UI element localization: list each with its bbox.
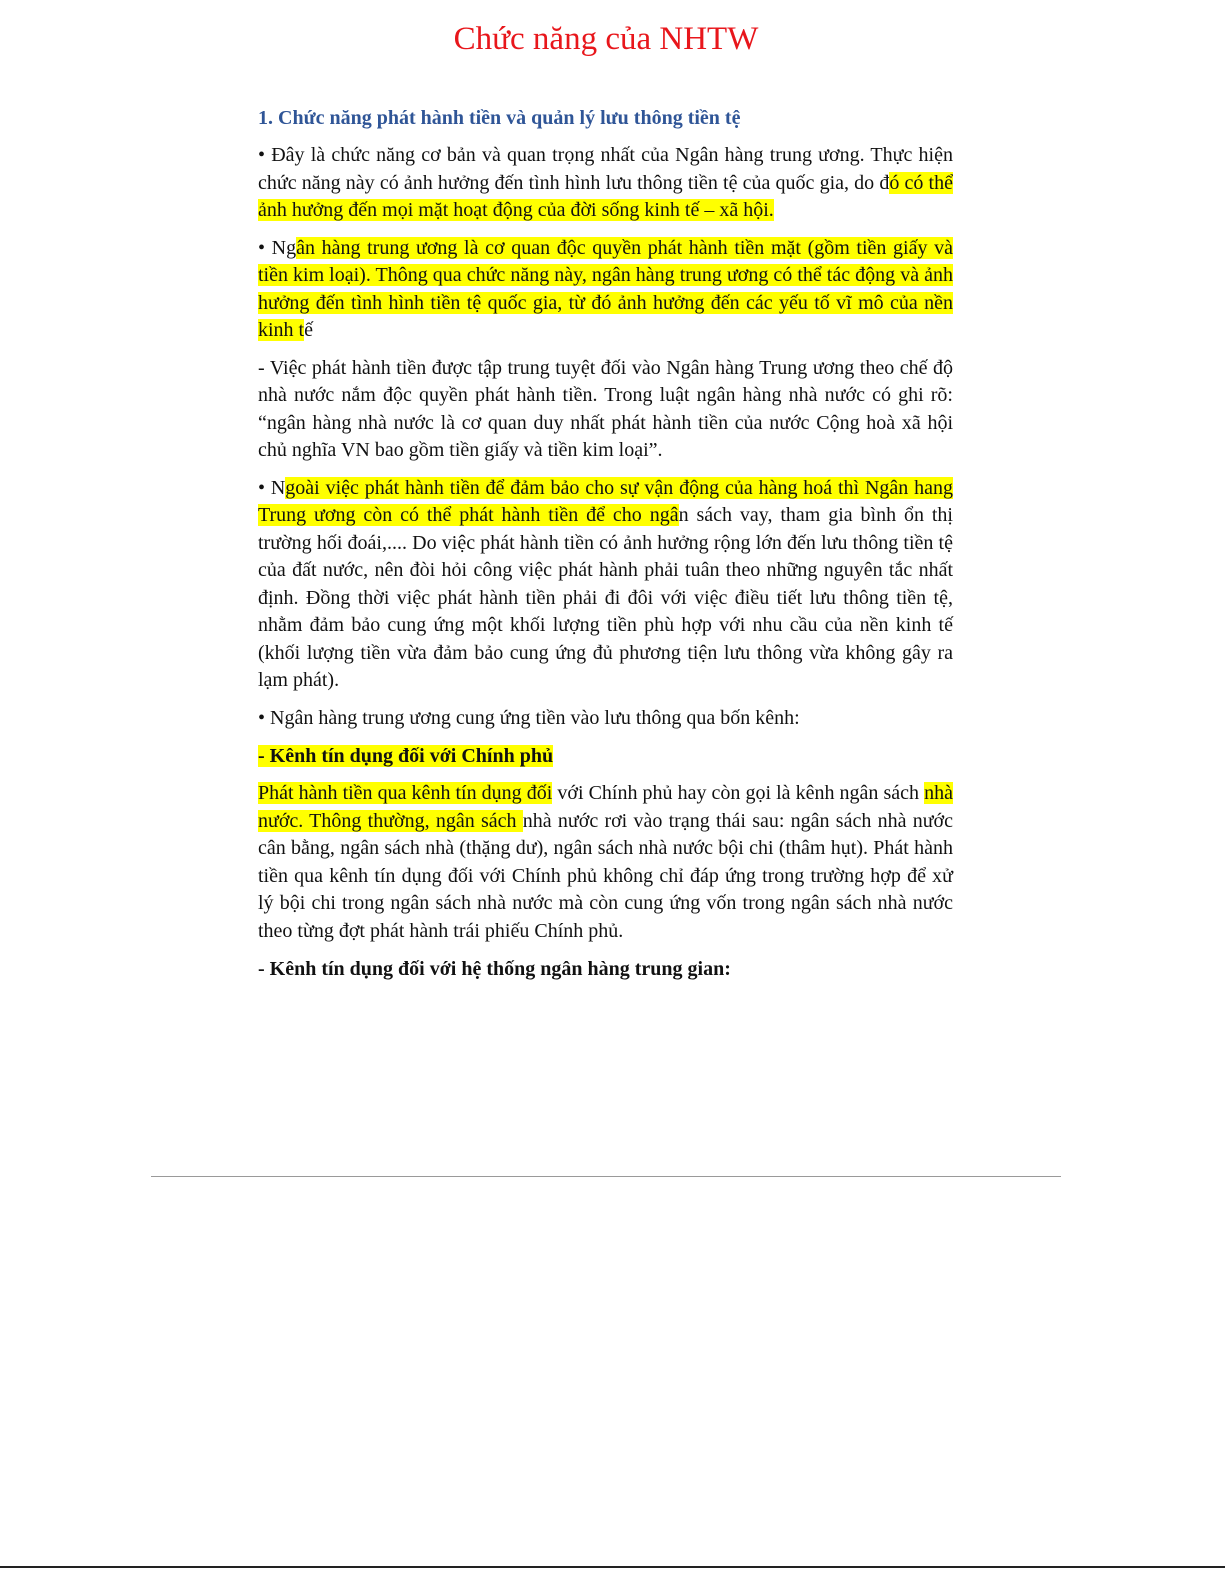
paragraph-1-text: • Đây là chức năng cơ bản và quan trọng nhất của Ngân hàng trung ương. Thực hiện chức năng này có ảnh hưởng đến tình hình lưu thông tiền tệ của quốc gia, do đ <box>258 144 953 194</box>
paragraph-6-text: với Chính phủ hay còn gọi là kênh ngân sách <box>552 782 925 804</box>
highlighted-text: ân hàng trung ương là cơ quan độc quyền phát hành tiền mặt (gồm tiền giấy và tiền kim loại). Thông qua chức năng này, ngân hàng trung ương có thể tác động và ả <box>258 236 953 286</box>
highlighted-text: goài việc phát hành tiền để đảm bảo cho sự vận động của hàng hoá thì Ngân hang Trung ương còn có thể phát hành tiền để cho ngâ <box>258 476 953 526</box>
paragraph-2-tail: ế <box>304 319 314 341</box>
highlight-bar <box>258 1022 750 1046</box>
paragraph-1 <box>258 142 953 225</box>
section-heading: 1. Chức năng phát hành tiền và quản lý lưu thông tiền tệ <box>258 107 741 129</box>
page-divider <box>151 1176 1061 1177</box>
highlighted-text: nhà nước. Thông thường, ngân sách <box>258 782 953 832</box>
highlighted-text: ó có thể ảnh hưởng đến mọi mặt hoạt động của đời sống kinh tế – xã hội. <box>258 171 953 221</box>
page-bottom-edge <box>0 1566 1225 1568</box>
channel-1-heading <box>258 742 953 770</box>
paragraph-3: - Việc phát hành tiền được tập trung tuyệt đối vào Ngân hàng Trung ương theo chế độ nhà nước nắm độc quyền phát hành tiền. Trong luật ngân hàng nhà nước có ghi rõ: “ngân hàng nhà nước là cơ quan duy nhất phát hành tiền của nước Cộng hoà xã hội chủ nghĩa VN bao gồm tiền giấy và tiền kim loại”. <box>258 356 953 461</box>
highlighted-heading: - Kênh tín dụng đối với Chính phủ <box>258 745 554 767</box>
paragraph-6 <box>258 780 953 945</box>
document-body <box>258 104 953 993</box>
paragraph-4-text: • N <box>258 476 286 499</box>
channel-2-heading: - Kênh tín dụng đối với hệ thống ngân hàng trung gian: <box>258 958 731 980</box>
paragraph-5: • Ngân hàng trung ương cung ứng tiền vào lưu thông qua bốn kênh: <box>258 706 800 729</box>
paragraph-2 <box>258 235 953 345</box>
paragraph-4 <box>258 475 953 695</box>
paragraph-6-rest: nhà nước rơi vào trạng thái sau: ngân sách nhà nước cân bằng, ngân sách nhà (thặng dư), ngân sách nhà nước bội chi (thâm hụt). Phát hành tiền qua kênh tín dụng đối với Chính phủ không chỉ đáp ứng trong trường hợp để xử lý bội chi trong ngân sách nhà nước mà còn cung ứng vốn trong ngân sách nhà nước theo từng đợt phát hành trái phiếu Chính phủ. <box>258 809 953 942</box>
paragraph-2-text: • Ng <box>258 236 297 259</box>
paragraph-4-rest: n sách vay, tham gia bình ổn thị trường hối đoái,.... Do việc phát hành tiền có ảnh hưởng rộng lớn đến lưu thông tiền tệ của đất nước, nên đòi hỏi công việc phát hành phải tuân theo những nguyên tắc nhất định. Đồng thời việc phát hành tiền phải đi đôi với việc điều tiết lưu thông tiền tệ, nhằm đảm bảo cung ứng một khối lượng tiền phù hợp với nhu cầu của nền kinh tế (khối lượng tiền vừa đảm bảo cung ứng đủ phương tiện lưu thông vừa không gây ra lạm phát). <box>258 504 953 691</box>
page-title: Chức năng của NHTW <box>453 21 759 57</box>
highlighted-text: Phát hành tiền qua kênh tín dụng đối <box>258 782 553 804</box>
highlighted-text: nh hưởng đến tình hình tiền tệ quốc gia, từ đó ảnh hưởng đến các yếu tố vĩ mô của nền kinh t <box>258 264 953 341</box>
